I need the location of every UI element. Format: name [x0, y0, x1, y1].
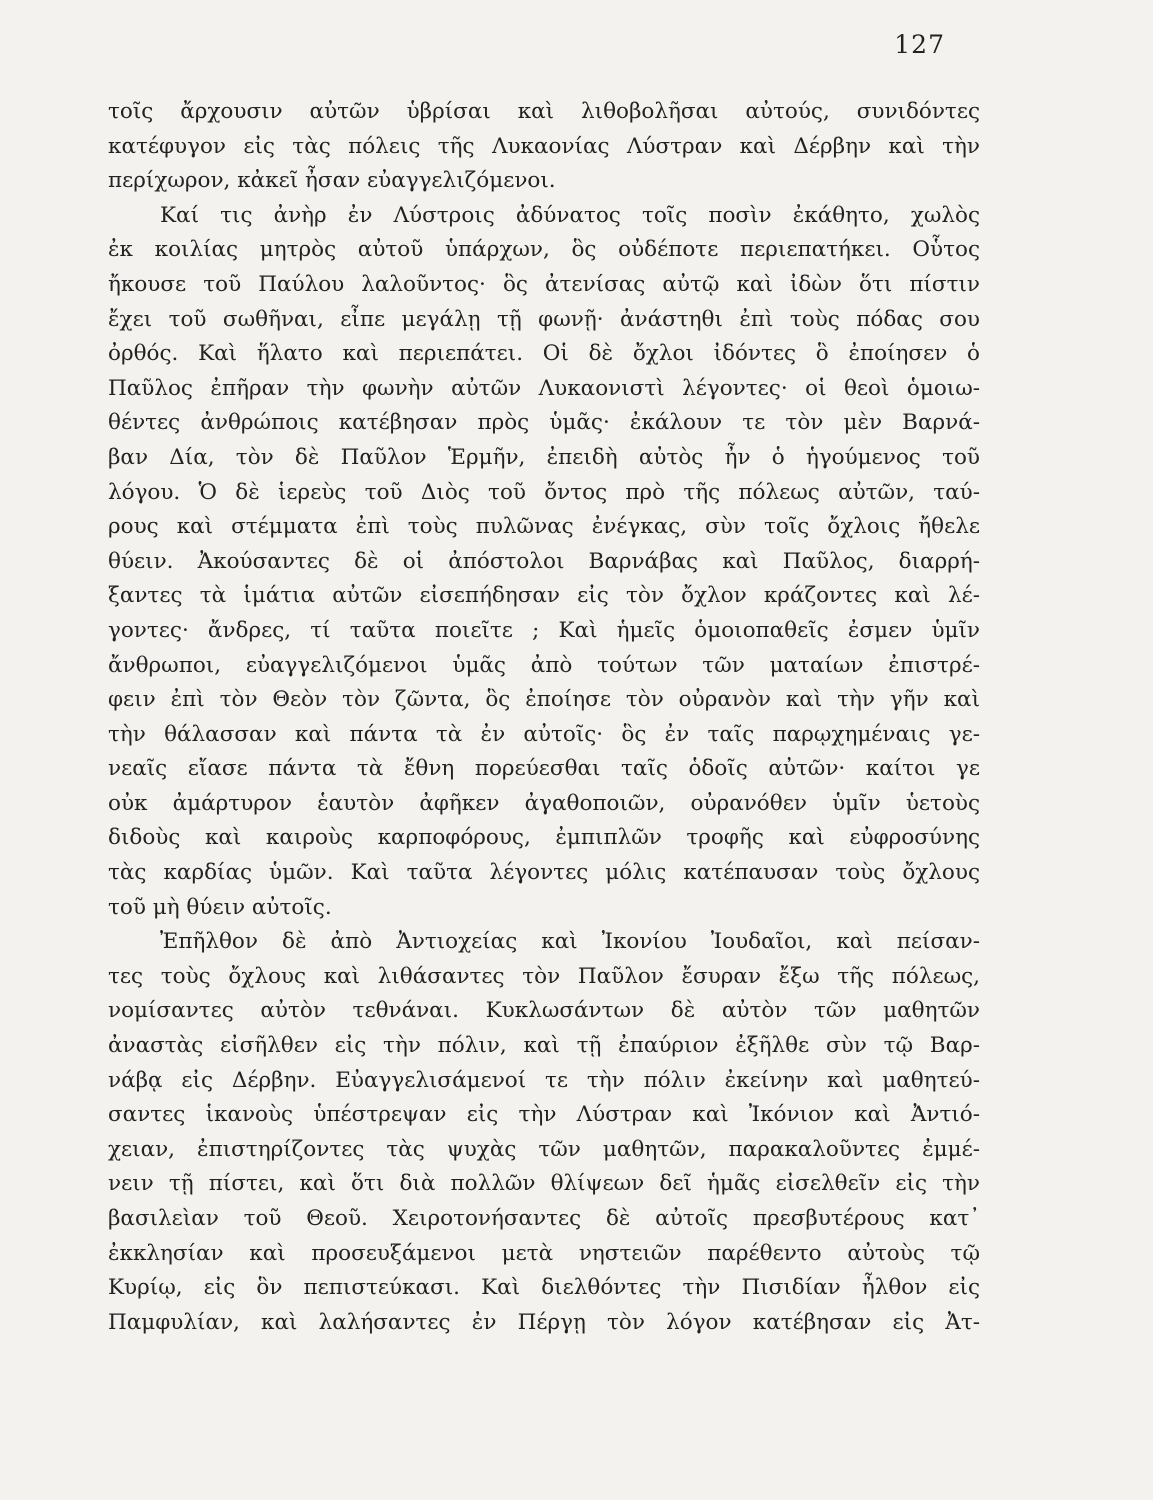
text-line: τὰς καρδίας ὑμῶν. Καὶ ταῦτα λέγοντες μόλις κατέπαυσαν τοὺς ὄχλους: [108, 860, 980, 886]
text-line: νομίσαντες αὐτὸν τεθνάναι. Κυκλωσάντων δὲ αὐτὸν τῶν μαθητῶν: [108, 998, 980, 1024]
text-line: τοῖς ἄρχουσιν αὐτῶν ὑβρίσαι καὶ λιθοβολῆσαι αὐτούς, συνιδόντες: [108, 99, 980, 124]
text-line: διδοὺς καὶ καιροὺς καρποφόρους, ἐμπιπλῶν τροφῆς καὶ εὐφροσύνης: [108, 825, 980, 851]
text-line: λόγου. Ὁ δὲ ἱερεὺς τοῦ Διὸς τοῦ ὄντος πρὸ τῆς πόλεως αὐτῶν, ταύ-: [108, 479, 980, 505]
text-line: βασιλεὶαν τοῦ Θεοῦ. Χειροτονήσαντες δὲ αὐτοῖς πρεσβυτέρους κατ᾽: [108, 1206, 980, 1231]
text-line: ρους καὶ στέμματα ἐπὶ τοὺς πυλῶνας ἐνέγκας, σὺν τοῖς ὄχλοις ἤθελε: [108, 514, 980, 540]
text-line: περίχωρον, κἀκεῖ ἦσαν εὐαγγελιζόμενοι.: [108, 168, 556, 194]
text-line: Παῦλος ἐπῆραν τὴν φωνὴν αὐτῶν Λυκαονιστὶ λέγοντες· οἱ θεοὶ ὁμοιω-: [108, 375, 980, 401]
text-line: Παμφυλίαν, καὶ λαλήσαντες ἐν Πέργῃ τὸν λόγον κατέβησαν εἰς Ἀτ-: [108, 1309, 980, 1335]
page-number: 127: [894, 30, 945, 59]
text-line: ἔχει τοῦ σωθῆναι, εἶπε μεγάλῃ τῇ φωνῇ· ἀνάστηθι ἐπὶ τοὺς πόδας σου: [108, 306, 980, 332]
text-line: θέντες ἀνθρώποις κατέβησαν πρὸς ὑμᾶς· ἐκάλουν τε τὸν μὲν Βαρνά-: [108, 410, 980, 436]
body-text: [108, 95, 980, 1340]
text-line: ἐκκλησίαν καὶ προσευξάμενοι μετὰ νηστειῶν παρέθεντο αὐτοὺς τῷ: [108, 1240, 980, 1266]
text-line: τὴν θάλασσαν καὶ πάντα τὰ ἐν αὐτοῖς· ὃς ἐν ταῖς παρῳχημέναις γε-: [108, 721, 980, 747]
text-line: βαν Δία, τὸν δὲ Παῦλον Ἑρμῆν, ἐπειδὴ αὐτὸς ἦν ὁ ἡγούμενος τοῦ: [108, 444, 980, 470]
text-line: ἐκ κοιλίας μητρὸς αὐτοῦ ὑπάρχων, ὃς οὐδέποτε περιεπατήκει. Οὗτος: [108, 237, 980, 263]
text-line: Καί τις ἀνὴρ ἐν Λύστροις ἀδύνατος τοῖς ποσὶν ἐκάθητο, χωλὸς: [160, 202, 980, 228]
text-line: τες τοὺς ὄχλους καὶ λιθάσαντες τὸν Παῦλον ἔσυραν ἔξω τῆς πόλεως,: [108, 963, 980, 989]
text-line: φειν ἐπὶ τὸν Θεὸν τὸν ζῶντα, ὃς ἐποίησε τὸν οὐρανὸν καὶ τὴν γῆν καὶ: [108, 687, 980, 713]
text-line: θύειν. Ἀκούσαντες δὲ οἱ ἀπόστολοι Βαρνάβας καὶ Παῦλος, διαρρή-: [108, 548, 980, 574]
text-line: ἤκουσε τοῦ Παύλου λαλοῦντος· ὃς ἀτενίσας αὐτῷ καὶ ἰδὼν ὅτι πίστιν: [108, 271, 980, 297]
text-line: ξαντες τὰ ἱμάτια αὐτῶν εἰσεπήδησαν εἰς τὸν ὄχλον κράζοντες καὶ λέ-: [108, 583, 980, 609]
text-line: νειν τῇ πίστει, καὶ ὅτι διὰ πολλῶν θλίψεων δεῖ ἡμᾶς εἰσελθεῖν εἰς τὴν: [108, 1171, 980, 1197]
text-line: χειαν, ἐπιστηρίζοντες τὰς ψυχὰς τῶν μαθητῶν, παρακαλοῦντες ἐμμέ-: [108, 1136, 980, 1162]
text-line: Ἐπῆλθον δὲ ἀπὸ Ἀντιοχείας καὶ Ἰκονίου Ἰουδαῖοι, καὶ πείσαν-: [160, 929, 980, 955]
text-line: οὐκ ἀμάρτυρον ἑαυτὸν ἀφῆκεν ἀγαθοποιῶν, οὐρανόθεν ὑμῖν ὑετοὺς: [108, 790, 980, 816]
text-line: Κυρίῳ, εἰς ὃν πεπιστεύκασι. Καὶ διελθόντες τὴν Πισιδίαν ἦλθον εἰς: [108, 1275, 980, 1301]
text-line: ἄνθρωποι, εὐαγγελιζόμενοι ὑμᾶς ἀπὸ τούτων τῶν ματαίων ἐπιστρέ-: [108, 652, 980, 678]
text-line: νάβᾳ εἰς Δέρβην. Εὐαγγελισάμενοί τε τὴν πόλιν ἐκείνην καὶ μαθητεύ-: [108, 1067, 980, 1093]
text-line: ὀρθός. Καὶ ἥλατο καὶ περιεπάτει. Οἱ δὲ ὄχλοι ἰδόντες ὃ ἐποίησεν ὁ: [108, 341, 980, 367]
text-line: νεαῖς εἴασε πάντα τὰ ἔθνη πορεύεσθαι ταῖς ὁδοῖς αὐτῶν· καίτοι γε: [108, 756, 980, 782]
text-line: τοῦ μὴ θύειν αὐτοῖς.: [108, 894, 332, 920]
text-line: γοντες· ἄνδρες, τί ταῦτα ποιεῖτε ; Καὶ ἡμεῖς ὁμοιοπαθεῖς ἐσμεν ὑμῖν: [108, 617, 980, 643]
text-line: κατέφυγον εἰς τὰς πόλεις τῆς Λυκαονίας Λύστραν καὶ Δέρβην καὶ τὴν: [108, 133, 980, 159]
text-line: ἀναστὰς εἰσῆλθεν εἰς τὴν πόλιν, καὶ τῇ ἐπαύριον ἐξῆλθε σὺν τῷ Βαρ-: [108, 1033, 980, 1059]
text-line: σαντες ἱκανοὺς ὑπέστρεψαν εἰς τὴν Λύστραν καὶ Ἰκόνιον καὶ Ἀντιό-: [108, 1102, 980, 1128]
